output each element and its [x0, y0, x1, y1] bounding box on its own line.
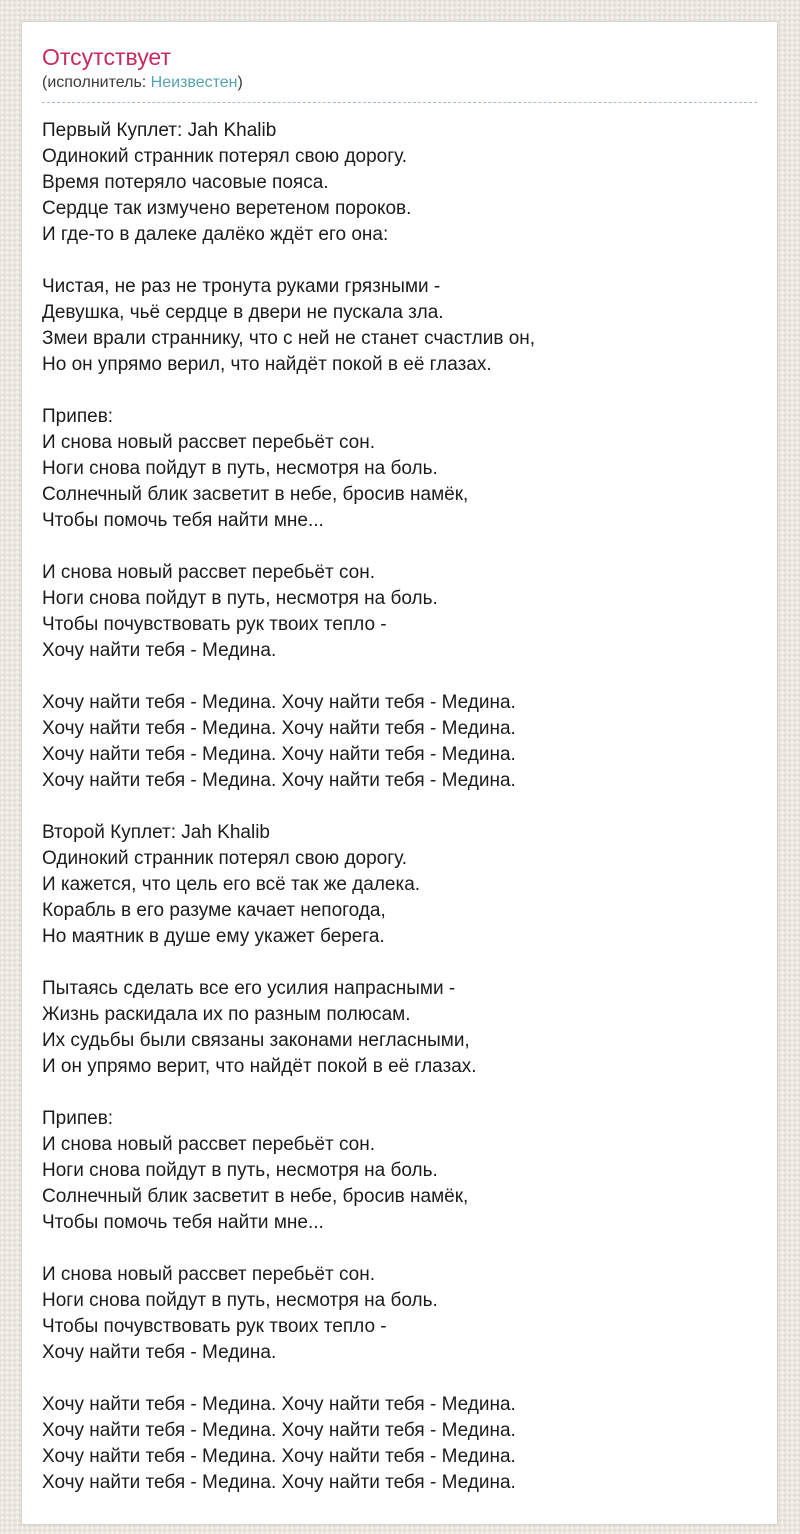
- lyrics-stanza: [42, 820, 757, 950]
- artist-label-suffix: ): [237, 74, 243, 91]
- lyric-line: Ноги снова пойдут в путь, несмотря на боль.: [42, 1160, 438, 1181]
- lyric-line: Чтобы помочь тебя найти мне...: [42, 1212, 324, 1233]
- lyric-line: Но он упрямо верил, что найдёт покой в её глазах.: [42, 354, 492, 375]
- lyric-line: Припев:: [42, 406, 114, 427]
- lyric-line: Девушка, чьё сердце в двери не пускала зла.: [42, 302, 444, 323]
- lyric-line: Но маятник в душе ему укажет берега.: [42, 926, 385, 947]
- lyrics-stanza: [42, 118, 757, 248]
- lyric-line: Хочу найти тебя - Медина. Хочу найти тебя - Медина.: [42, 1472, 516, 1493]
- lyrics-card: [21, 21, 778, 1525]
- lyric-line: Солнечный блик засветит в небе, бросив намёк,: [42, 484, 469, 505]
- lyrics-stanza: [42, 976, 757, 1080]
- lyric-line: Припев:: [42, 1108, 114, 1129]
- lyric-line: Одинокий странник потерял свою дорогу.: [42, 848, 408, 869]
- song-header: [42, 44, 757, 103]
- lyrics-stanza: [42, 404, 757, 534]
- lyric-line: Второй Куплет: Jah Khalib: [42, 822, 270, 843]
- lyric-line: Солнечный блик засветит в небе, бросив намёк,: [42, 1186, 469, 1207]
- lyric-line: Ноги снова пойдут в путь, несмотря на боль.: [42, 1290, 438, 1311]
- lyric-line: Чтобы помочь тебя найти мне...: [42, 510, 324, 531]
- lyrics-stanza: [42, 560, 757, 664]
- lyric-line: Хочу найти тебя - Медина.: [42, 640, 277, 661]
- lyrics-stanza: [42, 1262, 757, 1366]
- lyric-line: Хочу найти тебя - Медина.: [42, 1342, 277, 1363]
- lyric-line: Сердце так измучено веретеном пороков.: [42, 198, 412, 219]
- lyric-line: Хочу найти тебя - Медина. Хочу найти тебя - Медина.: [42, 1394, 516, 1415]
- artist-label-prefix: (исполнитель:: [42, 74, 151, 91]
- lyric-line: И кажется, что цель его всё так же далека.: [42, 874, 421, 895]
- lyric-line: Чтобы почувствовать рук твоих тепло -: [42, 1316, 387, 1337]
- lyric-line: Одинокий странник потерял свою дорогу.: [42, 146, 408, 167]
- lyric-line: Хочу найти тебя - Медина. Хочу найти тебя - Медина.: [42, 770, 516, 791]
- lyric-line: Их судьбы были связаны законами негласными,: [42, 1030, 470, 1051]
- lyric-line: И он упрямо верит, что найдёт покой в её глазах.: [42, 1056, 477, 1077]
- lyric-line: Ноги снова пойдут в путь, несмотря на боль.: [42, 458, 438, 479]
- lyric-line: И снова новый рассвет перебьёт сон.: [42, 432, 376, 453]
- lyric-line: Чтобы почувствовать рук твоих тепло -: [42, 614, 387, 635]
- lyric-line: И снова новый рассвет перебьёт сон.: [42, 1264, 376, 1285]
- lyrics-stanza: [42, 1392, 757, 1496]
- lyrics-stanza: [42, 690, 757, 794]
- lyric-line: Ноги снова пойдут в путь, несмотря на боль.: [42, 588, 438, 609]
- lyrics: [42, 118, 757, 1496]
- song-title: Отсутствует: [42, 44, 171, 70]
- lyric-line: Хочу найти тебя - Медина. Хочу найти тебя - Медина.: [42, 1420, 516, 1441]
- lyric-line: Хочу найти тебя - Медина. Хочу найти тебя - Медина.: [42, 718, 516, 739]
- lyric-line: Чистая, не раз не тронута руками грязными -: [42, 276, 441, 297]
- lyrics-stanza: [42, 274, 757, 378]
- lyric-line: Пытаясь сделать все его усилия напрасными -: [42, 978, 456, 999]
- lyric-line: Корабль в его разуме качает непогода,: [42, 900, 386, 921]
- lyric-line: Хочу найти тебя - Медина. Хочу найти тебя - Медина.: [42, 1446, 516, 1467]
- lyric-line: Первый Куплет: Jah Khalib: [42, 120, 277, 141]
- lyric-line: Жизнь раскидала их по разным полюсам.: [42, 1004, 411, 1025]
- lyric-line: Время потеряло часовые пояса.: [42, 172, 329, 193]
- artist-link[interactable]: Неизвестен: [150, 74, 238, 91]
- lyric-line: И снова новый рассвет перебьёт сон.: [42, 562, 376, 583]
- lyric-line: И где-то в далеке далёко ждёт его она:: [42, 224, 389, 245]
- lyric-line: Змеи врали страннику, что с ней не станет счастлив он,: [42, 328, 536, 349]
- lyric-line: Хочу найти тебя - Медина. Хочу найти тебя - Медина.: [42, 692, 516, 713]
- artist-line: [42, 73, 757, 93]
- lyric-line: И снова новый рассвет перебьёт сон.: [42, 1134, 376, 1155]
- lyric-line: Хочу найти тебя - Медина. Хочу найти тебя - Медина.: [42, 744, 516, 765]
- lyrics-stanza: [42, 1106, 757, 1236]
